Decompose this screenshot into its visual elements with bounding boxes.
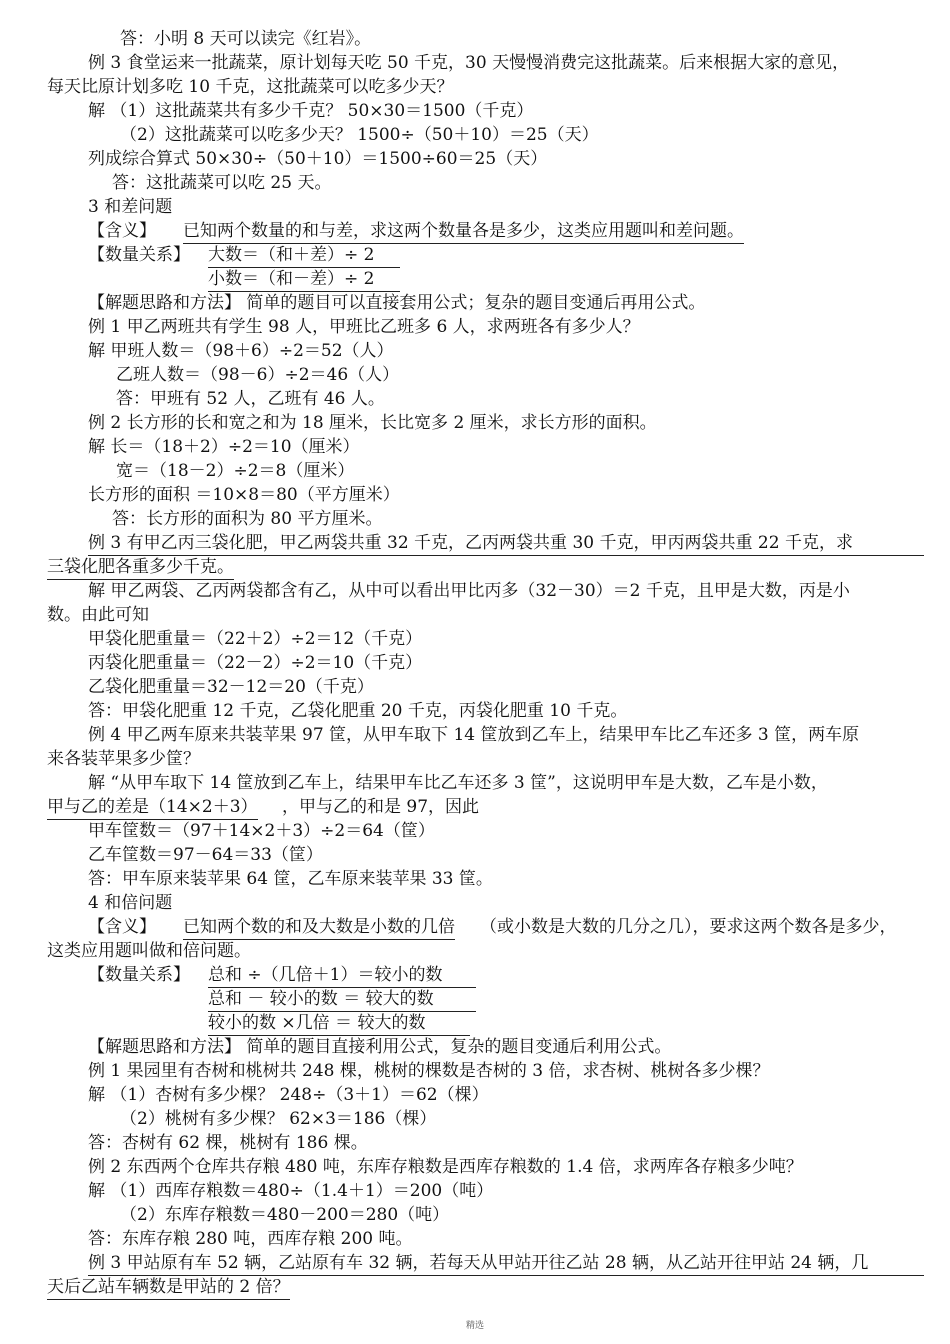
text-line: 例 2 东西两个仓库共存粮 480 吨，东库存粮数是西库存粮数的 1.4 倍，求两库各存粮多少吨？ bbox=[88, 1157, 803, 1177]
text-line: 乙车筐数＝97－64＝33（筐） bbox=[88, 845, 323, 865]
text-line: ，甲与乙的和是 97，因此 bbox=[282, 797, 480, 817]
text-line: 例 4 甲乙两车原来共装苹果 97 筐，从甲车取下 14 筐放到乙车上，结果甲车比乙车还多 3 筐，两车原 bbox=[88, 725, 860, 745]
text-line: 丙袋化肥重量＝（22－2）÷2＝10（千克） bbox=[88, 653, 423, 673]
label-relation: 【数量关系】 bbox=[88, 245, 190, 265]
text-line: （或小数是大数的几分之几），要求这两个数各是多少， bbox=[480, 917, 897, 937]
text-line: 解 长＝（18＋2）÷2＝10（厘米） bbox=[88, 437, 360, 457]
text-line: 解 甲乙两袋、乙丙两袋都含有乙，从中可以看出甲比丙多（32－30）＝2 千克，且甲是大数，丙是小 bbox=[88, 581, 850, 601]
text-line: 长方形的面积 ＝10×8＝80（平方厘米） bbox=[88, 485, 400, 505]
text-line: （2）这批蔬菜可以吃多少天？ 1500÷（50＋10）＝25（天） bbox=[120, 125, 599, 145]
text-line: 答：长方形的面积为 80 平方厘米。 bbox=[112, 509, 383, 529]
label-meaning: 【含义】 bbox=[88, 221, 156, 241]
text-line: 答：小明 8 天可以读完《红岩》。 bbox=[120, 29, 372, 49]
text-line: 列成综合算式 50×30÷（50＋10）＝1500÷60＝25（天） bbox=[88, 149, 548, 169]
text-line: 答：这批蔬菜可以吃 25 天。 bbox=[112, 173, 332, 193]
text-line: 天后乙站车辆数是甲站的 2 倍？ bbox=[47, 1276, 290, 1300]
text-line: 例 2 长方形的长和宽之和为 18 厘米，长比宽多 2 厘米，求长方形的面积。 bbox=[88, 413, 657, 433]
text-line: 【解题思路和方法】 简单的题目直接利用公式，复杂的题目变通后利用公式。 bbox=[88, 1037, 672, 1057]
text-line: 例 1 果园里有杏树和桃树共 248 棵，桃树的棵数是杏树的 3 倍，求杏树、桃树各多少棵？ bbox=[88, 1061, 770, 1081]
text-line: （2）东库存粮数＝480－200＝280（吨） bbox=[120, 1205, 450, 1225]
underlined-text: 甲与乙的差是（14×2＋3） bbox=[47, 796, 258, 820]
formula: 小数＝（和－差）÷ 2 bbox=[208, 268, 400, 292]
text-line: 解 （1）杏树有多少棵？ 248÷（3＋1）＝62（棵） bbox=[88, 1085, 489, 1105]
section-heading: 3 和差问题 bbox=[88, 197, 173, 217]
text-line: 例 3 有甲乙丙三袋化肥，甲乙两袋共重 32 千克，乙丙两袋共重 30 千克，甲丙两袋共重 22 千克，求 bbox=[88, 532, 924, 556]
text-line: 答：甲车原来装苹果 64 筐，乙车原来装苹果 33 筐。 bbox=[88, 869, 493, 889]
text-line: 每天比原计划多吃 10 千克，这批蔬菜可以吃多少天？ bbox=[47, 77, 454, 97]
text-line: 答：杏树有 62 棵，桃树有 186 棵。 bbox=[88, 1133, 368, 1153]
text-line: 数。由此可知 bbox=[47, 605, 149, 625]
definition-text: 已知两个数量的和与差，求这两个数量各是多少，这类应用题叫和差问题。 bbox=[183, 220, 744, 244]
text-line: （2）桃树有多少棵？ 62×3＝186（棵） bbox=[120, 1109, 437, 1129]
text-line: 解 甲班人数＝（98＋6）÷2＝52（人） bbox=[88, 341, 394, 361]
page-footer: 精选 bbox=[465, 1321, 484, 1331]
formula: 大数＝（和＋差）÷ 2 bbox=[208, 244, 400, 268]
text-line: 来各装苹果多少筐？ bbox=[47, 749, 200, 769]
label-relation: 【数量关系】 bbox=[88, 965, 190, 985]
text-line: 例 1 甲乙两班共有学生 98 人，甲班比乙班多 6 人，求两班各有多少人？ bbox=[88, 317, 640, 337]
text-line: 乙班人数＝（98－6）÷2＝46（人） bbox=[116, 365, 400, 385]
text-line: 乙袋化肥重量＝32－12＝20（千克） bbox=[88, 677, 374, 697]
label-meaning: 【含义】 bbox=[88, 917, 156, 937]
formula: 总和 ÷（几倍＋1）＝较小的数 bbox=[208, 964, 476, 988]
text-line: 答：东库存粮 280 吨，西库存粮 200 吨。 bbox=[88, 1229, 413, 1249]
text-line: 甲车筐数＝（97＋14×2＋3）÷2＝64（筐） bbox=[88, 821, 435, 841]
text-line: 三袋化肥各重多少千克。 bbox=[47, 556, 234, 580]
formula: 总和 － 较小的数 ＝ 较大的数 bbox=[208, 988, 476, 1012]
definition-text: 已知两个数的和及大数是小数的几倍 bbox=[183, 916, 455, 940]
text-line: 宽＝（18－2）÷2＝8（厘米） bbox=[116, 461, 355, 481]
text-line: 答：甲班有 52 人，乙班有 46 人。 bbox=[116, 389, 385, 409]
text-line: 例 3 甲站原有车 52 辆，乙站原有车 32 辆，若每天从甲站开往乙站 28 辆，从乙站开往甲站 24 辆，几 bbox=[88, 1252, 924, 1276]
text-line: 解 （1）这批蔬菜共有多少千克？ 50×30＝1500（千克） bbox=[88, 101, 534, 121]
text-line: 答：甲袋化肥重 12 千克，乙袋化肥重 20 千克，丙袋化肥重 10 千克。 bbox=[88, 701, 628, 721]
text-line: 解 “从甲车取下 14 筐放到乙车上，结果甲车比乙车还多 3 筐”，这说明甲车是大数，乙车是小数， bbox=[88, 773, 828, 793]
text-line: 例 3 食堂运来一批蔬菜，原计划每天吃 50 千克，30 天慢慢消费完这批蔬菜。后来根据大家的意见， bbox=[88, 53, 850, 73]
section-heading: 4 和倍问题 bbox=[88, 893, 173, 913]
text-line: 解 （1）西库存粮数＝480÷（1.4＋1）＝200（吨） bbox=[88, 1181, 494, 1201]
text-line: 这类应用题叫做和倍问题。 bbox=[47, 941, 251, 961]
text-line: 甲袋化肥重量＝（22＋2）÷2＝12（千克） bbox=[88, 629, 423, 649]
text-line: 【解题思路和方法】 简单的题目可以直接套用公式；复杂的题目变通后再用公式。 bbox=[88, 293, 706, 313]
formula: 较小的数 ×几倍 ＝ 较大的数 bbox=[208, 1012, 470, 1036]
